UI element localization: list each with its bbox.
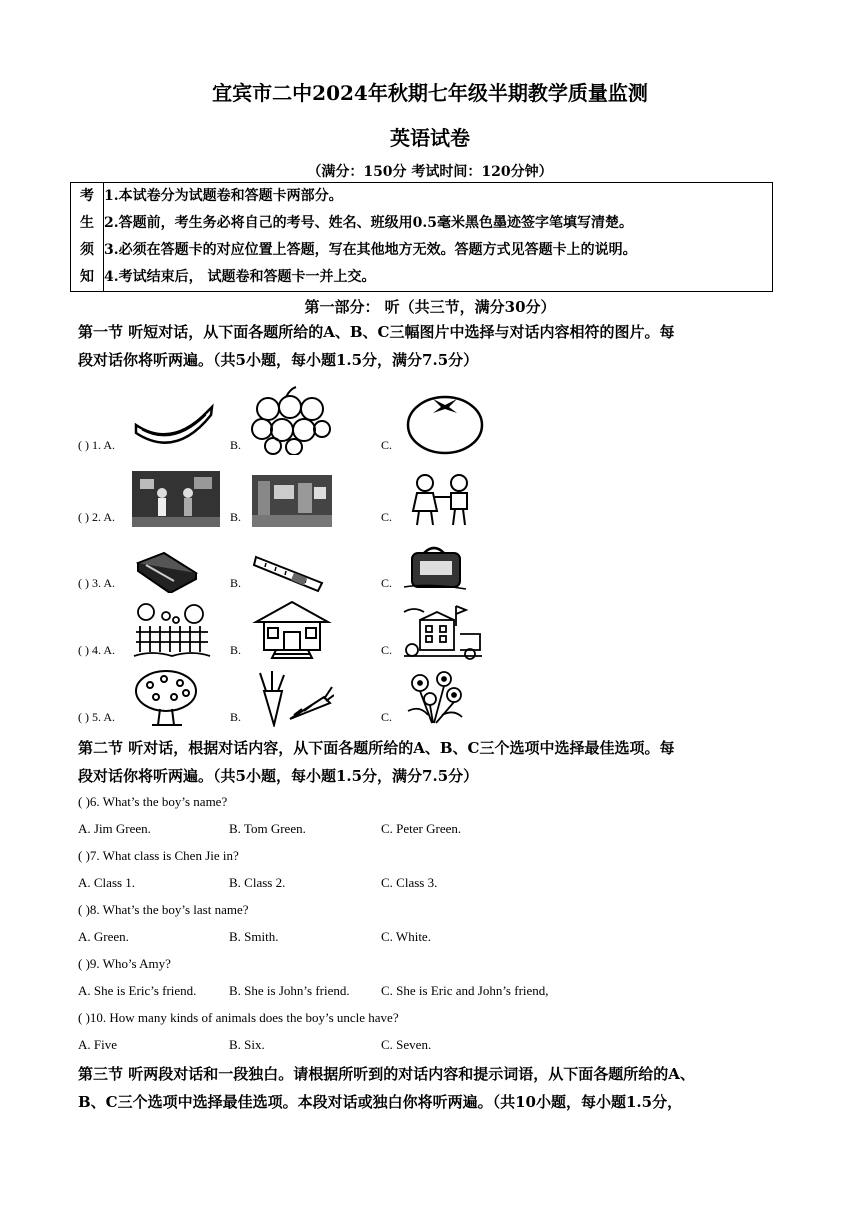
garden-icon[interactable] — [132, 602, 212, 660]
option-c[interactable]: C. Class 3. — [381, 875, 438, 890]
section2-line2: 段对话你将听两遍。（共5小题，每小题1.5分，满分7.5分） — [78, 767, 479, 785]
option-c[interactable]: C. Peter Green. — [381, 821, 462, 836]
notice-item: 4.考试结束后， 试题卷和答题卡一并上交。 — [104, 269, 376, 285]
question-10: ( )10. How many kinds of animals does the boy’s uncle have? — [78, 1010, 399, 1025]
question-label-a: ( ) 3. A. — [78, 576, 115, 590]
classroom-photo-icon[interactable] — [132, 471, 220, 527]
question-label-a: ( ) 1. A. — [78, 438, 115, 452]
question-label-b: B. — [230, 710, 242, 724]
question-label-c: C. — [381, 643, 393, 657]
notice-item: 1.本试卷分为试题卷和答题卡两部分。 — [104, 188, 343, 204]
section1-instructions — [78, 318, 788, 374]
notice-head-char: 须 — [80, 242, 94, 258]
option-b[interactable]: B. Class 2. — [229, 875, 286, 890]
tomato-icon[interactable] — [405, 387, 485, 455]
option-a[interactable]: A. Jim Green. — [78, 821, 151, 836]
question-label-a: ( ) 2. A. — [78, 510, 115, 524]
section3-line1: 第三节 听两段对话和一段独白。请根据所听到的对话内容和提示词语，从下面各题所给的A、 — [78, 1065, 695, 1083]
option-c[interactable]: C. White. — [381, 929, 431, 944]
exam-subtitle: 英语试卷 — [390, 126, 470, 150]
option-a[interactable]: A. Class 1. — [78, 875, 136, 890]
question-label-c: C. — [381, 576, 393, 590]
question-label-a: ( ) 5. A. — [78, 710, 115, 724]
exam-meta: （满分：150分 考试时间：120分钟） — [307, 164, 553, 180]
section1-line1: 第一节 听短对话，从下面各题所给的A、B、C三幅图片中选择与对话内容相符的图片。每 — [78, 323, 675, 341]
question-label-b: B. — [230, 643, 242, 657]
notice-table — [70, 182, 773, 292]
picture-question-2 — [78, 467, 778, 527]
option-a[interactable]: A. Green. — [78, 929, 129, 944]
question-9: ( )9. Who’s Amy? — [78, 956, 171, 971]
question-label-b: B. — [230, 576, 242, 590]
section1-line2: 段对话你将听两遍。（共5小题，每小题1.5分，满分7.5分） — [78, 351, 479, 369]
grapes-icon[interactable] — [248, 385, 332, 455]
option-b[interactable]: B. Tom Green. — [229, 821, 306, 836]
house-icon[interactable] — [252, 600, 332, 660]
schoolbag-icon[interactable] — [400, 543, 468, 593]
option-c[interactable]: C. She is Eric and John’s friend, — [381, 983, 549, 998]
question-7: ( )7. What class is Chen Jie in? — [78, 848, 239, 863]
picture-question-4 — [78, 600, 778, 660]
banana-icon[interactable] — [132, 403, 214, 455]
notice-body — [104, 183, 773, 292]
question-label-c: C. — [381, 510, 393, 524]
question-label-c: C. — [381, 710, 393, 724]
notice-head-char: 生 — [80, 215, 94, 231]
carrots-icon[interactable] — [254, 669, 334, 727]
question-8: ( )8. What’s the boy’s last name? — [78, 902, 249, 917]
option-c[interactable]: C. Seven. — [381, 1037, 432, 1052]
question-label-c: C. — [381, 438, 393, 452]
picture-question-3 — [78, 533, 778, 593]
picture-question-5 — [78, 667, 778, 727]
school-icon[interactable] — [402, 604, 484, 660]
question-label-b: B. — [230, 438, 242, 452]
option-b[interactable]: B. Six. — [229, 1037, 265, 1052]
option-a[interactable]: A. Five — [78, 1037, 117, 1052]
picture-question-1 — [78, 395, 778, 455]
section3-line2: B、C三个选项中选择最佳选项。本段对话或独白你将听两遍。（共10小题，每小题1.5分， — [78, 1093, 683, 1111]
question-label-b: B. — [230, 510, 242, 524]
exam-title: 宜宾市二中2024年秋期七年级半期教学质量监测 — [212, 81, 648, 105]
question-6: ( )6. What’s the boy’s name? — [78, 794, 228, 809]
section2-line1: 第二节 听对话，根据对话内容，从下面各题所给的A、B、C三个选项中选择最佳选项。每 — [78, 739, 675, 757]
tree-icon[interactable] — [132, 669, 202, 727]
question-label-a: ( ) 4. A. — [78, 643, 115, 657]
option-b[interactable]: B. Smith. — [229, 929, 279, 944]
option-a[interactable]: A. She is Eric’s friend. — [78, 983, 197, 998]
option-b[interactable]: B. She is John’s friend. — [229, 983, 350, 998]
ruler-icon[interactable] — [252, 553, 326, 593]
part1-heading: 第一部分： 听（共三节，满分30分） — [304, 298, 556, 316]
notice-head — [71, 183, 104, 292]
notice-item: 2.答题前，考生务必将自己的考号、姓名、班级用0.5毫米黑色墨迹签字笔填写清楚。 — [104, 215, 633, 231]
notice-item: 3.必须在答题卡的对应位置上答题，写在其他地方无效。答题方式见答题卡上的说明。 — [104, 242, 637, 258]
flowers-icon[interactable] — [400, 669, 470, 727]
two-kids-icon[interactable] — [403, 471, 483, 527]
notice-head-char: 考 — [80, 188, 94, 204]
section3-instructions — [78, 1060, 788, 1116]
notice-head-char: 知 — [80, 269, 94, 285]
section2-instructions — [78, 734, 788, 790]
eraser-icon[interactable] — [134, 551, 200, 593]
classroom-photo-icon[interactable] — [252, 475, 332, 527]
